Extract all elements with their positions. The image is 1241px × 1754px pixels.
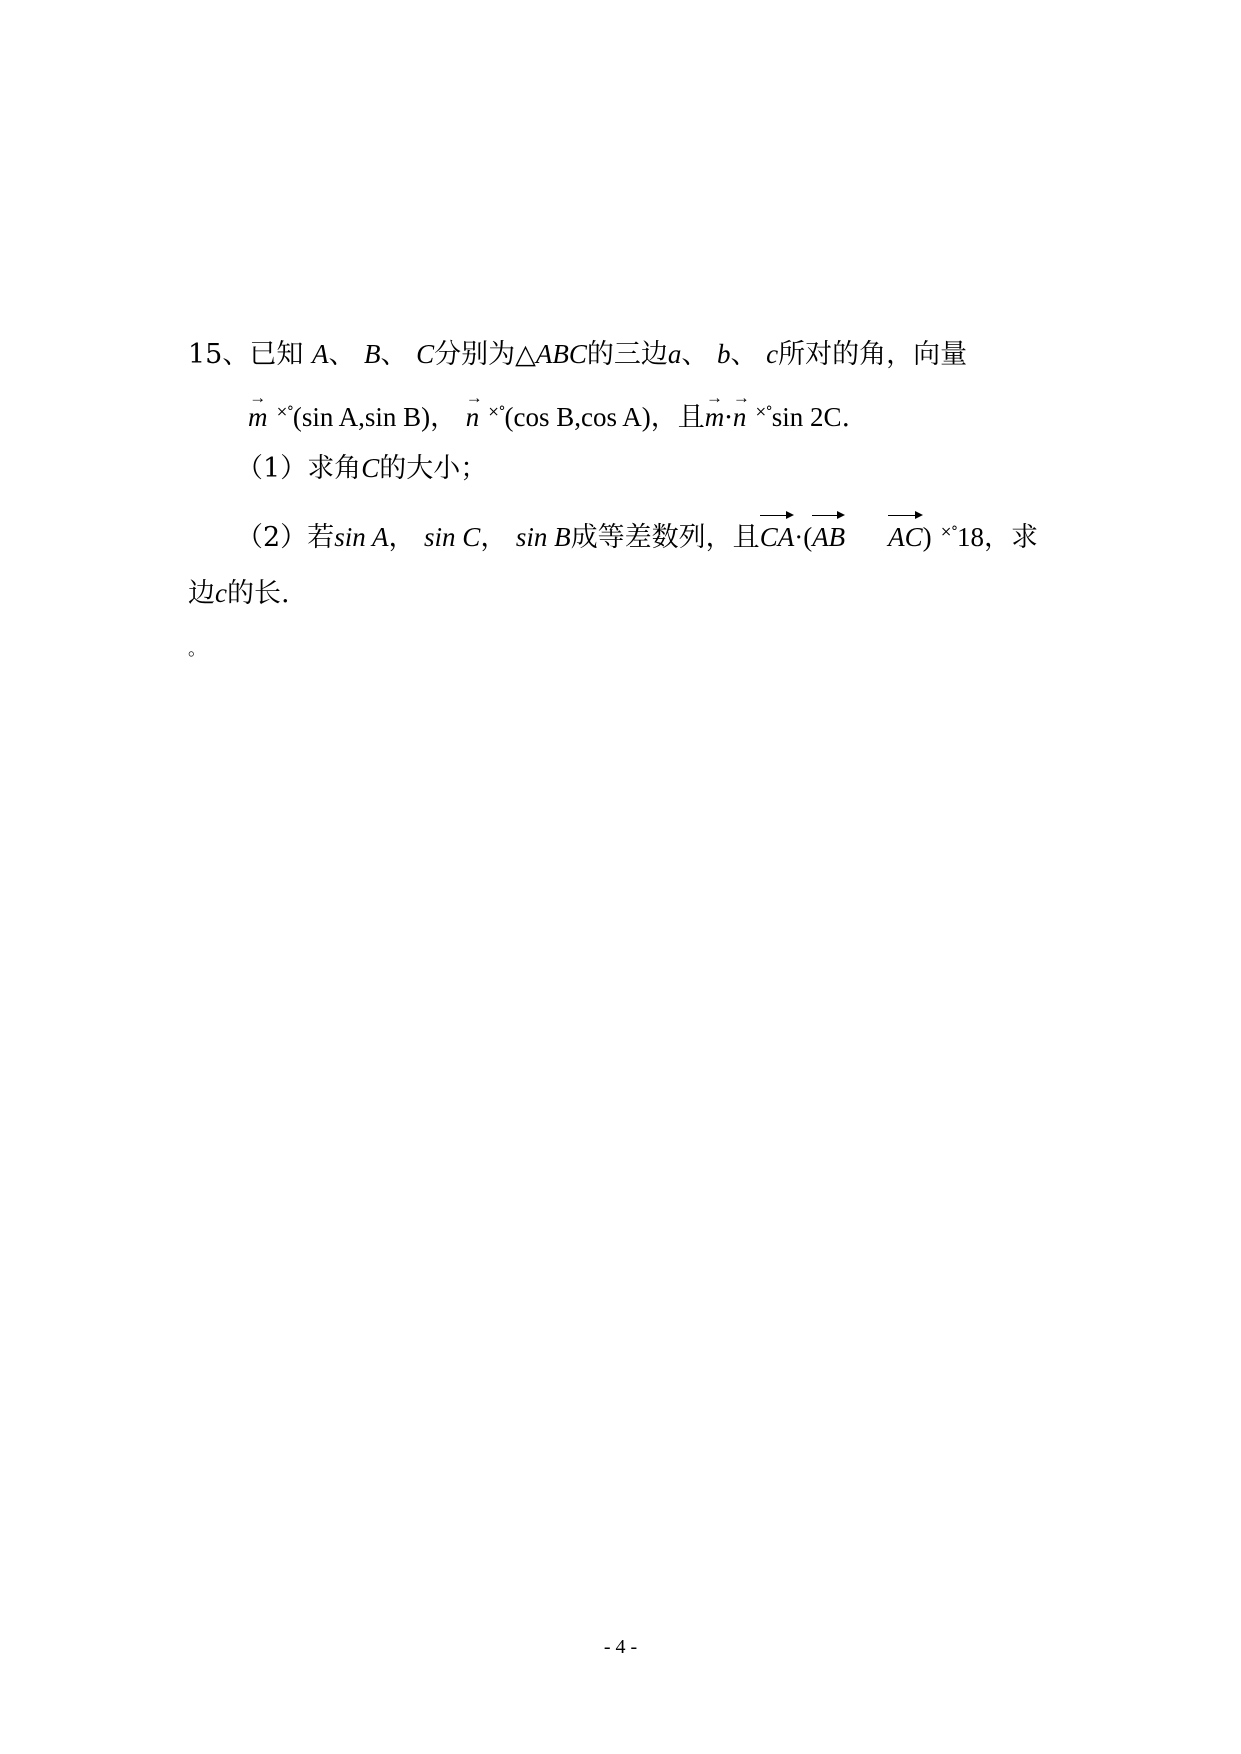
vector-ac: AC xyxy=(888,519,923,555)
text: 边 xyxy=(188,578,215,609)
text: 所对的角，向量 xyxy=(778,339,968,370)
comma: ， xyxy=(388,522,416,553)
triangle-abc: △ABC xyxy=(515,339,587,369)
text: ，且 xyxy=(650,402,705,433)
dot-value: sin 2C xyxy=(771,402,842,432)
var-A: A xyxy=(311,339,329,369)
part-2-label: （2） xyxy=(236,522,308,553)
vector-ca: CA xyxy=(760,519,795,555)
garbled-equals: ×° xyxy=(487,404,505,420)
part-2-line-2 xyxy=(188,575,290,612)
separator: 、 xyxy=(380,339,408,370)
part-1-label: （1） xyxy=(236,453,308,484)
problem-line-2 xyxy=(248,394,850,436)
paren-close: ) xyxy=(922,522,932,552)
trailing-mark: 。 xyxy=(188,639,206,660)
m-value: (sin A,sin B) xyxy=(292,402,431,432)
period: . xyxy=(841,402,851,433)
separator: 、 xyxy=(328,339,356,370)
sin-c: sin C xyxy=(424,522,481,552)
side-b: b xyxy=(717,339,731,369)
separator: 、 xyxy=(730,339,758,370)
text: 的长. xyxy=(226,578,290,609)
side-a: a xyxy=(667,339,682,369)
text: 分别为 xyxy=(434,339,516,370)
part-2-line-1 xyxy=(236,514,1038,556)
vector-n: → n xyxy=(733,399,747,435)
part-1 xyxy=(236,450,487,487)
comma: ， xyxy=(480,522,508,553)
problem-line-1 xyxy=(188,336,967,373)
text: 已知 xyxy=(249,339,304,370)
garbled-equals: ×° xyxy=(940,524,957,540)
n-value: (cos B,cos A) xyxy=(504,402,651,432)
side-c: c xyxy=(215,578,227,608)
page-number: - 4 - xyxy=(603,1636,638,1658)
sin-b: sin B xyxy=(515,522,571,552)
dot-operator: · xyxy=(724,402,733,433)
vector-ab: AB xyxy=(812,519,845,555)
dot-result: 18 xyxy=(956,522,984,552)
text: 若 xyxy=(307,522,335,553)
text: 成等差数列，且 xyxy=(570,522,760,553)
var-B: B xyxy=(364,339,381,369)
text: 求角 xyxy=(307,453,362,484)
vector-n: → n xyxy=(466,399,480,435)
var-C: C xyxy=(361,453,380,483)
text: ，求 xyxy=(983,522,1038,553)
separator: 、 xyxy=(681,339,709,370)
vector-m: → m xyxy=(248,399,268,435)
text: 的大小； xyxy=(379,453,488,484)
comma: ， xyxy=(430,402,458,433)
side-c: c xyxy=(766,339,779,369)
problem-number: 15、 xyxy=(188,339,250,370)
sin-a: sin A xyxy=(334,522,389,552)
vector-m: → m xyxy=(705,399,725,435)
text: 的三边 xyxy=(586,339,668,370)
var-C: C xyxy=(416,339,435,369)
garbled-equals: ×° xyxy=(276,404,293,420)
paren-open: ·( xyxy=(794,522,813,552)
garbled-equals: ×° xyxy=(754,404,772,420)
